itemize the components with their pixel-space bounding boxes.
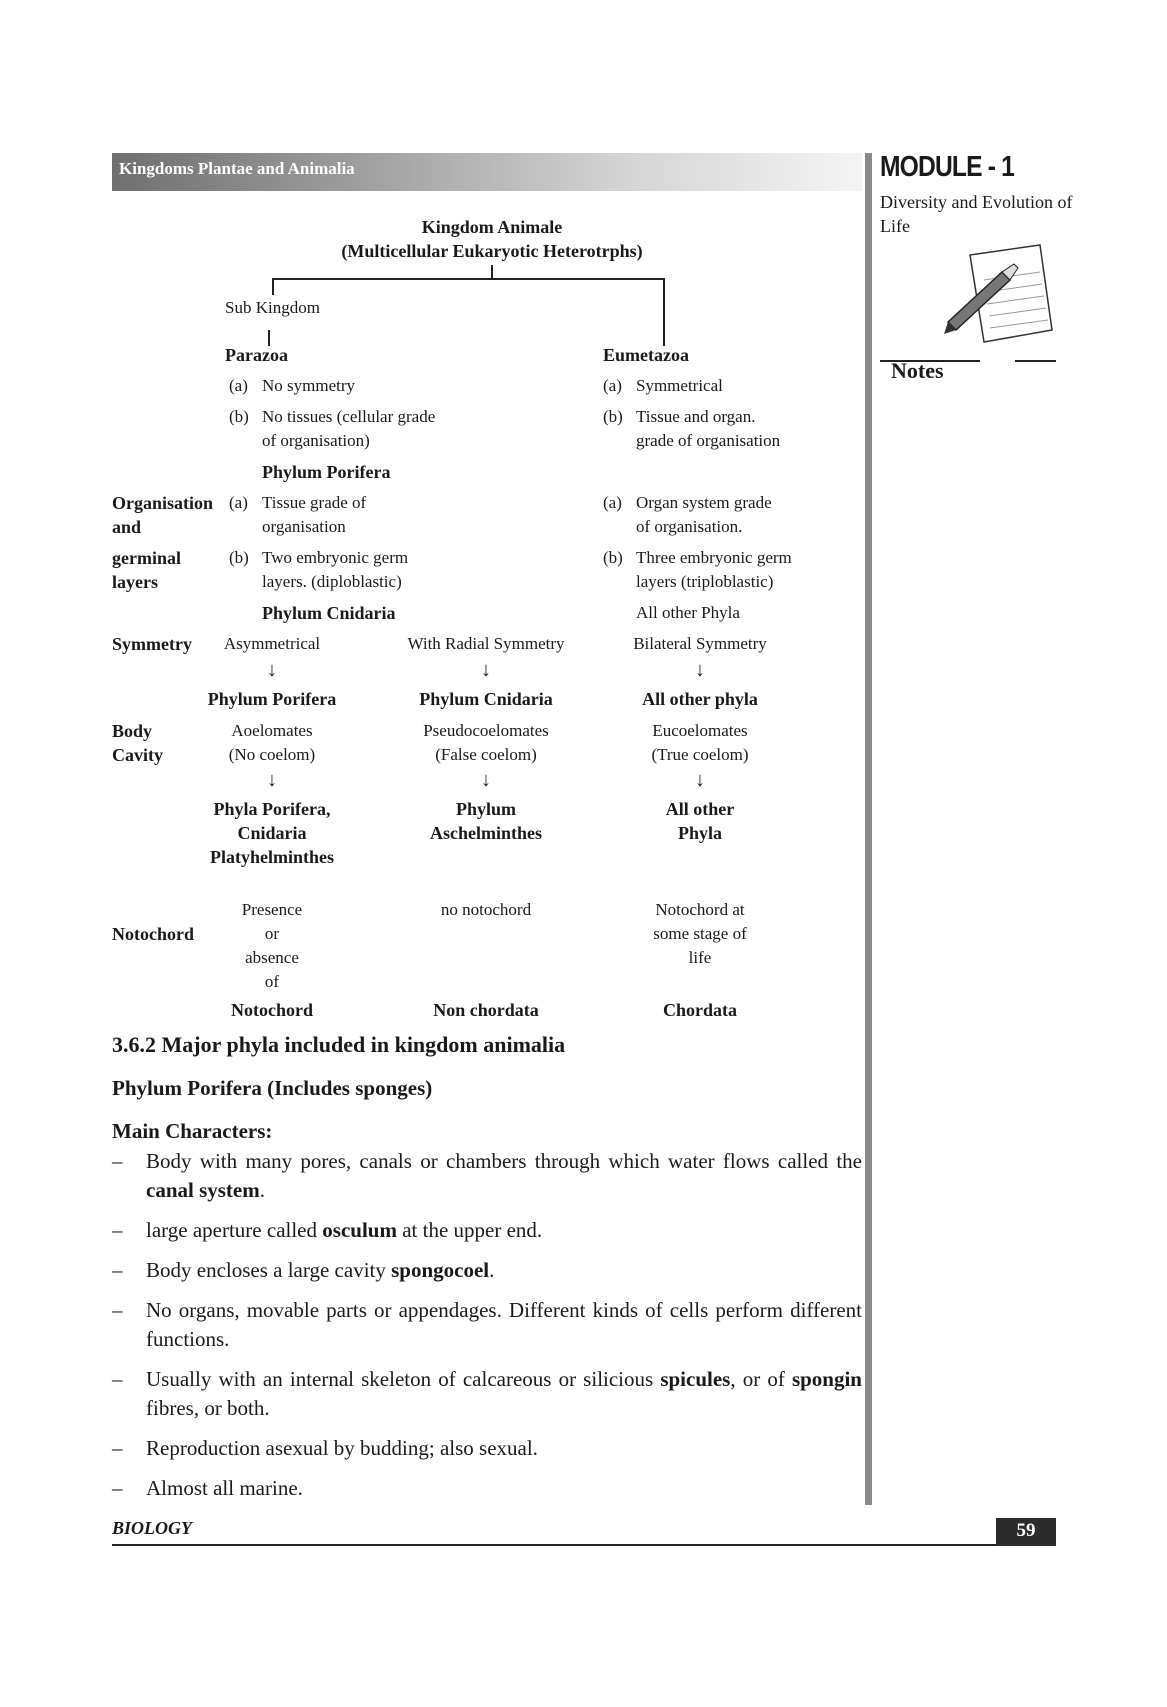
phylum-heading: Phylum Porifera (Includes sponges) — [112, 1076, 433, 1100]
down-arrow-icon: ↓ — [695, 769, 705, 791]
tree-branch — [272, 278, 664, 280]
cavity-result2-line2: Aschelminthes — [430, 823, 542, 843]
org-right-phylum: All other Phyla — [636, 603, 740, 622]
parazoa-label: Parazoa — [225, 345, 288, 365]
cavity-result3-line2: Phyla — [677, 823, 722, 843]
down-arrow-icon: ↓ — [481, 769, 491, 791]
chart-title: Kingdom Animale — [421, 217, 563, 237]
eumetazoa-b-line1: Tissue and organ. — [636, 407, 756, 426]
organisation-label-3: germinal — [112, 548, 181, 568]
bullet-text: No organs, movable parts or appendages. Different kinds of cells perform different functions. — [146, 1298, 862, 1351]
eumetazoa-a-marker: (a) — [603, 376, 622, 395]
org-right-a1: Organ system grade — [636, 493, 772, 512]
notochord-col1-line4: of — [264, 972, 280, 991]
symmetry-col3: Bilateral Symmetry — [633, 634, 767, 653]
module-label: MODULE - 1 — [880, 151, 1014, 183]
cavity-result2-line1: Phylum — [455, 799, 516, 819]
notochord-col3-line1: Notochord at — [655, 900, 745, 919]
bullet-text: large aperture called osculum at the upper end. — [146, 1218, 543, 1242]
notochord-result2: Non chordata — [433, 1000, 539, 1020]
symmetry-result2: Phylum Cnidaria — [419, 689, 553, 709]
footer-subject: BIOLOGY — [112, 1518, 192, 1538]
cavity-col3-line1: Eucoelomates — [652, 721, 748, 740]
bullet-text: Body encloses a large cavity spongocoel. — [146, 1258, 495, 1282]
symmetry-label: Symmetry — [112, 634, 192, 654]
org-right-b1: Three embryonic germ — [636, 548, 792, 567]
cavity-col1-line1: Aoelomates — [231, 721, 313, 740]
cavity-col2-line1: Pseudocoelomates — [423, 721, 549, 740]
notochord-col1-line3: absence — [245, 948, 299, 967]
org-left-b2: layers. (diploblastic) — [262, 572, 402, 591]
notochord-result3: Chordata — [662, 1000, 737, 1020]
cavity-col1-line2: (No coelom) — [228, 745, 316, 764]
notepad-pencil-icon — [940, 240, 1056, 370]
organisation-label-1: Organisation — [112, 493, 214, 513]
org-left-a-marker: (a) — [229, 493, 248, 512]
bullet-text: Body with many pores, canals or chambers through which water flows called the canal system. — [146, 1149, 862, 1202]
bullet-dash: – — [112, 1436, 123, 1460]
bullet-dash: – — [112, 1298, 123, 1322]
bullet-text: Almost all marine. — [146, 1476, 303, 1500]
notes-rule-right — [1015, 360, 1056, 362]
notochord-col1-line2: or — [264, 924, 280, 943]
down-arrow-icon: ↓ — [267, 769, 277, 791]
down-arrow-icon: ↓ — [481, 659, 491, 681]
org-left-a2: organisation — [262, 517, 346, 536]
org-left-b1: Two embryonic germ — [262, 548, 409, 567]
cavity-col2-line2: (False coelom) — [435, 745, 537, 764]
bullet-dash: – — [112, 1258, 123, 1282]
parazoa-b-marker: (b) — [229, 407, 249, 426]
sub-kingdom-label: Sub Kingdom — [225, 298, 320, 317]
notochord-result1: Notochord — [231, 1000, 313, 1020]
organisation-label-2: and — [112, 517, 142, 537]
notochord-col1-line1: Presence — [241, 900, 303, 919]
org-right-b-marker: (b) — [603, 548, 623, 567]
cavity-col3-line2: (True coelom) — [651, 745, 749, 764]
bullet-text: Usually with an internal skeleton of calcareous or silicious spicules, or of spongin fibres, or both. — [146, 1367, 862, 1420]
bullet-text: Reproduction asexual by budding; also sexual. — [146, 1436, 538, 1460]
tree-left-drop — [272, 278, 274, 295]
parazoa-b-line1: No tissues (cellular grade — [262, 407, 436, 426]
page-number: 59 — [996, 1518, 1056, 1546]
eumetazoa-label: Eumetazoa — [603, 345, 689, 365]
notes-label: Notes — [891, 358, 944, 383]
symmetry-result3: All other phyla — [642, 689, 758, 709]
body-cavity-label-2: Cavity — [112, 745, 163, 765]
organisation-label-4: layers — [112, 572, 158, 592]
eumetazoa-b-line2: grade of organisation — [636, 431, 781, 450]
notochord-col3-line2: some stage of — [653, 924, 747, 943]
symmetry-col1: Asymmetrical — [223, 634, 321, 653]
eumetazoa-b-marker: (b) — [603, 407, 623, 426]
parazoa-a: No symmetry — [262, 376, 356, 395]
cavity-result1-line3: Platyhelminthes — [210, 847, 334, 867]
org-left-b-marker: (b) — [229, 548, 249, 567]
org-right-a-marker: (a) — [603, 493, 622, 512]
eumetazoa-a: Symmetrical — [636, 376, 723, 395]
down-arrow-icon: ↓ — [267, 659, 277, 681]
symmetry-result1: Phylum Porifera — [207, 689, 337, 709]
chart-subtitle: (Multicellular Eukaryotic Heterotrphs) — [341, 241, 643, 261]
down-arrow-icon: ↓ — [695, 659, 705, 681]
module-subtitle: Diversity and Evolution of Life — [880, 192, 1073, 236]
notochord-col2: no notochord — [440, 900, 532, 919]
tree-right-drop — [663, 278, 665, 346]
cavity-result3-line1: All other — [665, 799, 735, 819]
bullet-dash: – — [112, 1476, 123, 1500]
bullet-dash: – — [112, 1367, 123, 1391]
cavity-result1-line1: Phyla Porifera, — [213, 799, 331, 819]
cavity-result1-line2: Cnidaria — [237, 823, 307, 843]
parazoa-phylum: Phylum Porifera — [262, 462, 391, 482]
margin-divider — [865, 153, 872, 1505]
notochord-col3-line3: life — [688, 948, 712, 967]
body-cavity-label-1: Body — [112, 721, 153, 741]
bullet-dash: – — [112, 1218, 123, 1242]
org-right-b2: layers (triploblastic) — [636, 572, 774, 591]
bullet-dash: – — [112, 1149, 123, 1173]
parazoa-a-marker: (a) — [229, 376, 248, 395]
main-characters-heading: Main Characters: — [112, 1119, 273, 1143]
symmetry-col2: With Radial Symmetry — [407, 634, 565, 653]
parazoa-b-line2: of organisation) — [262, 431, 370, 450]
running-title: Kingdoms Plantae and Animalia — [119, 159, 355, 178]
footer-rule — [112, 1544, 1056, 1546]
org-left-a1: Tissue grade of — [262, 493, 367, 512]
section-heading: 3.6.2 Major phyla included in kingdom animalia — [112, 1032, 566, 1057]
org-right-a2: of organisation. — [636, 517, 743, 536]
org-left-phylum: Phylum Cnidaria — [262, 603, 396, 623]
running-header — [112, 153, 862, 191]
notochord-label: Notochord — [112, 924, 194, 944]
